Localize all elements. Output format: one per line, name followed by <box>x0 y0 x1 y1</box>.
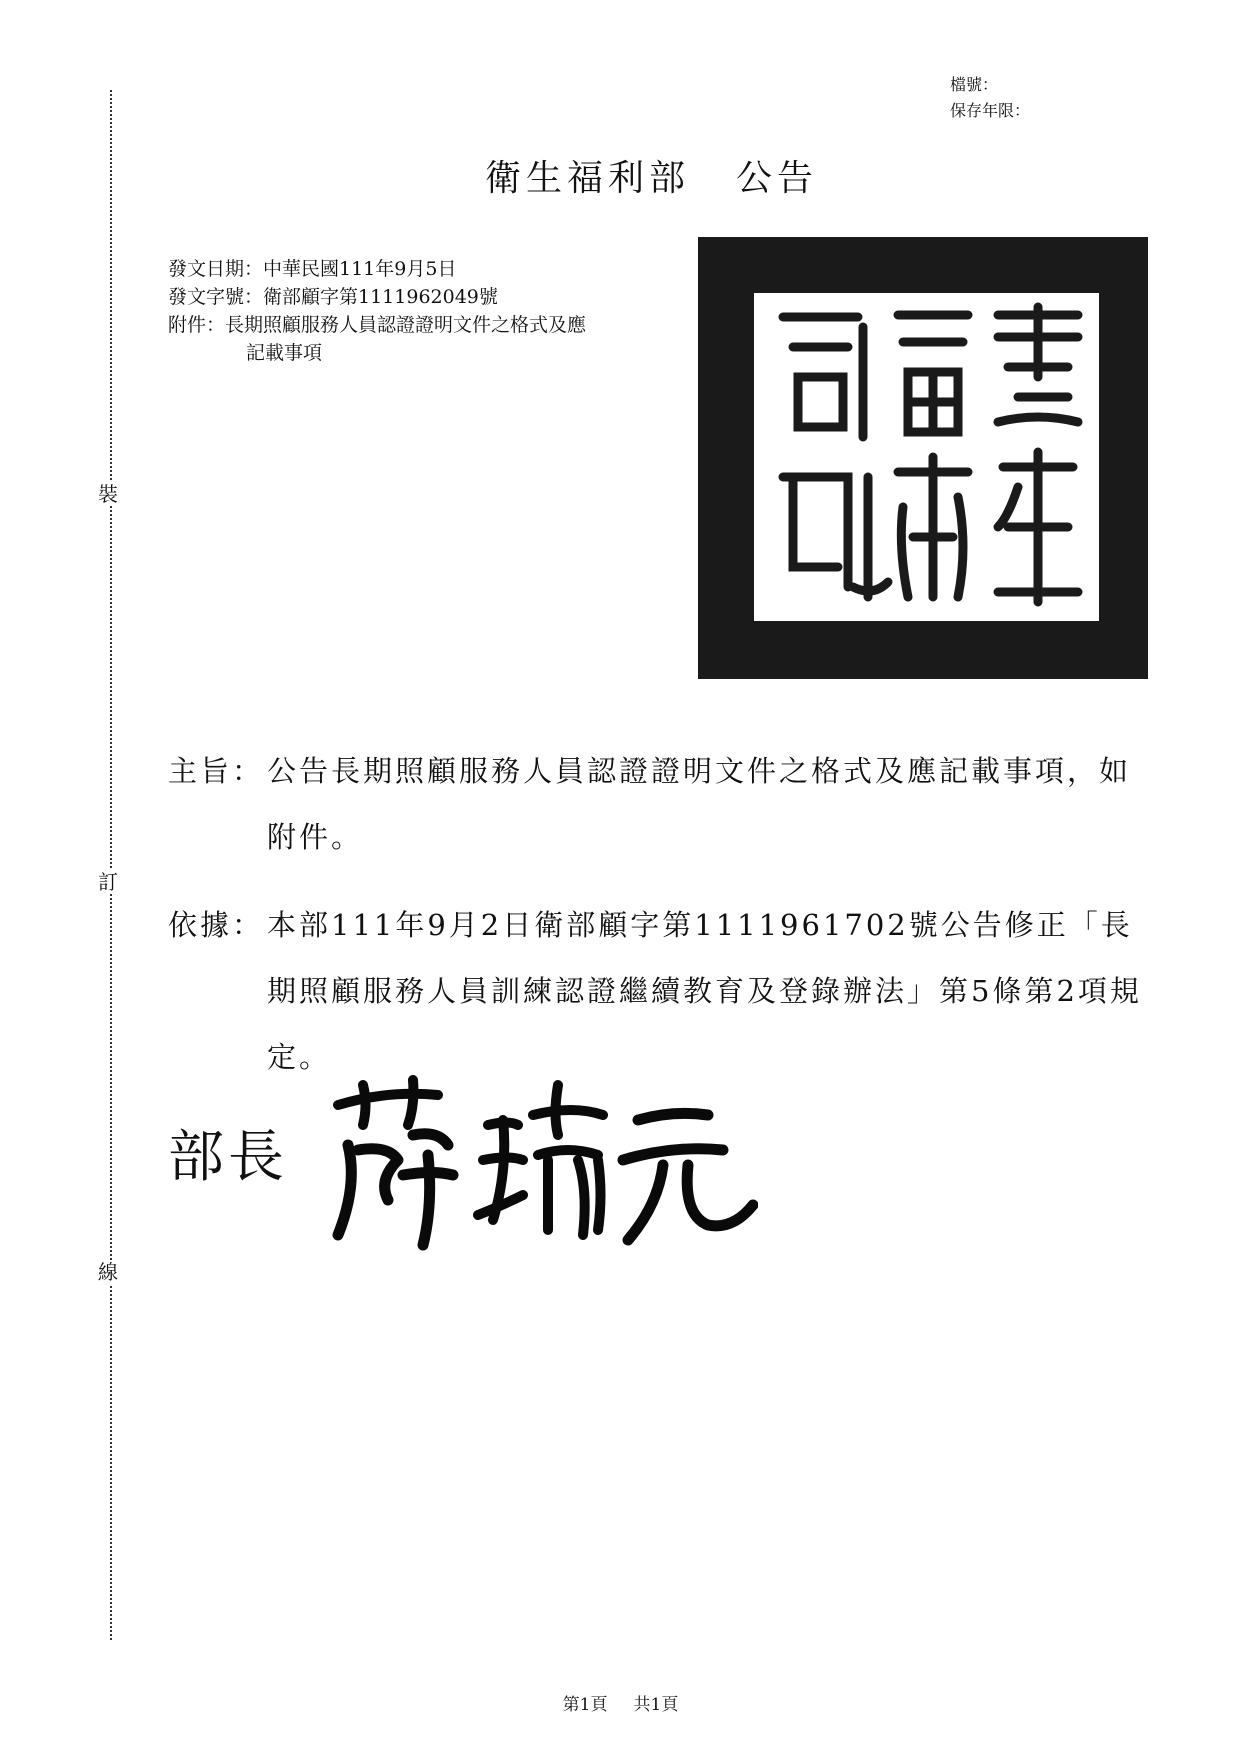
file-number-label: 檔號： <box>950 75 999 94</box>
issue-number: 發文字號：衛部顧字第1111962049號 <box>168 286 498 308</box>
document-title <box>485 150 818 201</box>
subject-text: 公告長期照顧服務人員認證證明文件之格式及應記載事項，如附件。 <box>267 754 1132 854</box>
basis-paragraph <box>168 892 1153 1090</box>
seal-icon <box>698 237 1148 679</box>
file-meta <box>950 72 1070 124</box>
document-meta <box>168 255 708 367</box>
subject-paragraph <box>168 738 1153 870</box>
minister-signature <box>168 1065 768 1255</box>
page-number: 第1頁 <box>562 1695 608 1715</box>
binding-line <box>110 90 112 1640</box>
basis-label: 依據： <box>168 908 265 942</box>
page-total: 共1頁 <box>633 1695 679 1715</box>
subject-label: 主旨： <box>168 754 265 788</box>
basis-text: 本部111年9月2日衛部顧字第1111961702號公告修正「長期照顧服務人員訓練認證繼續教育及登錄辦法」第5條第2項規定。 <box>267 908 1142 1074</box>
attachment-line: 附件：長期照顧服務人員認證證明文件之格式及應 <box>168 314 587 336</box>
attachment-line-continued: 記載事項 <box>246 342 323 364</box>
handwritten-signature-icon <box>318 1065 758 1255</box>
issue-date: 發文日期：中華民國111年9月5日 <box>168 258 457 280</box>
binding-mark-xian: 線 <box>98 1260 118 1284</box>
binding-mark-zhuang: 裝 <box>98 482 118 506</box>
document-body <box>168 738 1153 1112</box>
document-type: 公告 <box>736 158 819 199</box>
signature-title: 部長 <box>168 1125 288 1190</box>
retention-label: 保存年限： <box>950 101 1031 120</box>
official-seal <box>698 237 1148 679</box>
binding-mark-ding: 訂 <box>98 870 118 894</box>
page-footer <box>0 1690 1241 1715</box>
agency-name: 衛生福利部 <box>485 158 691 199</box>
